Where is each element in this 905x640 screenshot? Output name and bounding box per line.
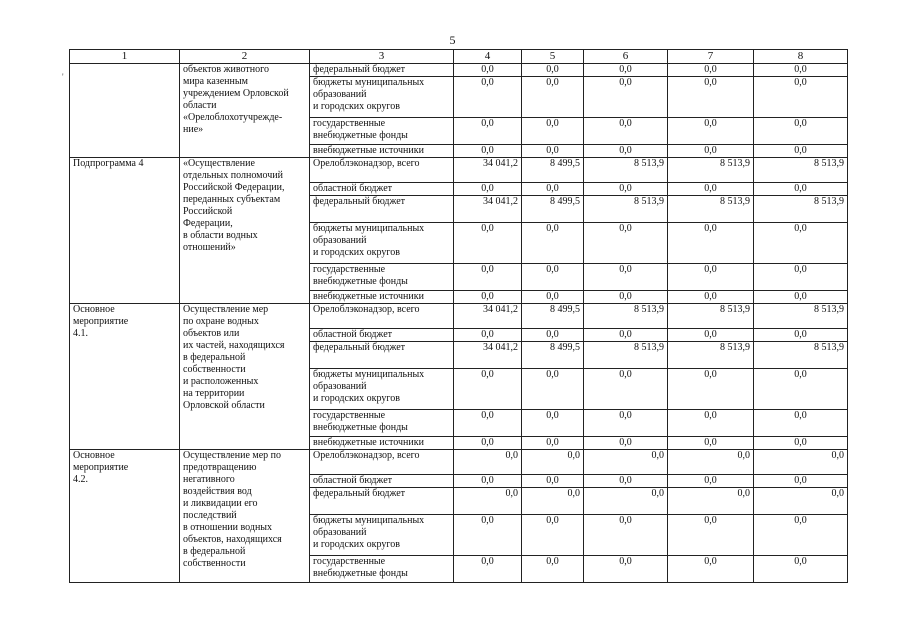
amount-cell: 0,0 — [584, 291, 668, 304]
amount-cell: 0,0 — [454, 475, 522, 488]
amount-cell: 8 513,9 — [754, 304, 848, 329]
amount-cell: 0,0 — [754, 183, 848, 196]
amount-cell: 0,0 — [454, 264, 522, 291]
amount-cell: 0,0 — [584, 515, 668, 556]
program-title-cell: «Осуществление отдельных полномочий Российской Федерации, переданных субъектам Российской Федерации, в области водных отношений» — [180, 158, 310, 304]
amount-cell: 0,0 — [584, 410, 668, 437]
amount-cell: 0,0 — [522, 183, 584, 196]
amount-cell: 0,0 — [584, 264, 668, 291]
program-title-cell: Осуществление мер по охране водных объектов или их частей, находящихся в федеральной собственности и расположенных на территории Орловской области — [180, 304, 310, 450]
program-name-cell: Основное мероприятие 4.2. — [70, 450, 180, 583]
amount-cell: 0,0 — [454, 64, 522, 77]
funding-source-cell: областной бюджет — [310, 329, 454, 342]
funding-source-cell: государственные внебюджетные фонды — [310, 410, 454, 437]
amount-cell: 0,0 — [522, 437, 584, 450]
amount-cell: 0,0 — [522, 118, 584, 145]
amount-cell: 0,0 — [454, 183, 522, 196]
amount-cell: 0,0 — [454, 77, 522, 118]
amount-cell: 0,0 — [584, 183, 668, 196]
amount-cell: 0,0 — [454, 291, 522, 304]
amount-cell: 8 513,9 — [754, 158, 848, 183]
amount-cell: 0,0 — [584, 488, 668, 515]
header-cell: 3 — [310, 50, 454, 64]
funding-source-cell: областной бюджет — [310, 183, 454, 196]
amount-cell: 0,0 — [668, 488, 754, 515]
table-row — [70, 64, 848, 77]
amount-cell: 0,0 — [584, 329, 668, 342]
amount-cell: 0,0 — [668, 475, 754, 488]
header-cell: 2 — [180, 50, 310, 64]
amount-cell: 0,0 — [754, 437, 848, 450]
amount-cell: 0,0 — [754, 410, 848, 437]
funding-source-cell: бюджеты муниципальных образований и городских округов — [310, 77, 454, 118]
amount-cell: 8 513,9 — [754, 196, 848, 223]
amount-cell: 0,0 — [584, 77, 668, 118]
amount-cell: 0,0 — [754, 369, 848, 410]
page-number: 5 — [449, 33, 456, 47]
amount-cell: 0,0 — [522, 264, 584, 291]
funding-source-cell: внебюджетные источники — [310, 291, 454, 304]
amount-cell: 0,0 — [454, 118, 522, 145]
amount-cell: 8 513,9 — [668, 304, 754, 329]
amount-cell: 0,0 — [454, 437, 522, 450]
amount-cell: 0,0 — [584, 145, 668, 158]
amount-cell: 8 513,9 — [668, 158, 754, 183]
amount-cell: 0,0 — [584, 450, 668, 475]
amount-cell: 0,0 — [454, 329, 522, 342]
amount-cell: 0,0 — [668, 437, 754, 450]
amount-cell: 0,0 — [584, 437, 668, 450]
header-cell: 8 — [754, 50, 848, 64]
amount-cell: 0,0 — [754, 77, 848, 118]
funding-source-cell: государственные внебюджетные фонды — [310, 118, 454, 145]
amount-cell: 0,0 — [754, 450, 848, 475]
amount-cell: 0,0 — [584, 64, 668, 77]
amount-cell: 0,0 — [668, 77, 754, 118]
amount-cell: 0,0 — [668, 145, 754, 158]
amount-cell: 0,0 — [522, 329, 584, 342]
amount-cell: 0,0 — [668, 450, 754, 475]
amount-cell: 8 513,9 — [584, 304, 668, 329]
amount-cell: 0,0 — [522, 145, 584, 158]
funding-source-cell: бюджеты муниципальных образований и городских округов — [310, 515, 454, 556]
amount-cell: 8 513,9 — [668, 342, 754, 369]
amount-cell: 8 513,9 — [668, 196, 754, 223]
amount-cell: 0,0 — [522, 369, 584, 410]
amount-cell: 0,0 — [522, 475, 584, 488]
funding-source-cell: внебюджетные источники — [310, 145, 454, 158]
amount-cell: 8 513,9 — [584, 342, 668, 369]
funding-source-cell: государственные внебюджетные фонды — [310, 556, 454, 583]
funding-source-cell: внебюджетные источники — [310, 437, 454, 450]
amount-cell: 0,0 — [522, 410, 584, 437]
amount-cell: 0,0 — [668, 264, 754, 291]
amount-cell: 34 041,2 — [454, 342, 522, 369]
funding-source-cell: федеральный бюджет — [310, 488, 454, 515]
funding-source-cell: федеральный бюджет — [310, 342, 454, 369]
amount-cell: 0,0 — [584, 369, 668, 410]
amount-cell: 0,0 — [754, 118, 848, 145]
funding-source-cell: бюджеты муниципальных образований и городских округов — [310, 369, 454, 410]
program-name-cell: Основное мероприятие 4.1. — [70, 304, 180, 450]
amount-cell: 0,0 — [754, 556, 848, 583]
program-title-cell: Осуществление мер по предотвращению негативного воздействия вод и ликвидации его последствий в отношении водных объектов, находящихся в федеральной собственности — [180, 450, 310, 583]
program-title-cell: объектов животного мира казенным учреждением Орловской области «Орелоблохотучрежде- ние» — [180, 64, 310, 158]
amount-cell: 0,0 — [522, 64, 584, 77]
budget-table — [69, 49, 848, 583]
amount-cell: 0,0 — [584, 118, 668, 145]
amount-cell: 0,0 — [668, 183, 754, 196]
amount-cell: 0,0 — [584, 223, 668, 264]
table-row — [70, 450, 848, 475]
amount-cell: 0,0 — [454, 410, 522, 437]
table-row — [70, 304, 848, 329]
header-cell: 5 — [522, 50, 584, 64]
amount-cell: 0,0 — [454, 450, 522, 475]
amount-cell: 0,0 — [454, 488, 522, 515]
amount-cell: 34 041,2 — [454, 196, 522, 223]
amount-cell: 8 499,5 — [522, 304, 584, 329]
funding-source-cell: федеральный бюджет — [310, 64, 454, 77]
funding-source-cell: федеральный бюджет — [310, 196, 454, 223]
amount-cell: 0,0 — [522, 450, 584, 475]
amount-cell: 8 499,5 — [522, 158, 584, 183]
amount-cell: 0,0 — [668, 291, 754, 304]
amount-cell: 0,0 — [584, 556, 668, 583]
amount-cell: 0,0 — [454, 515, 522, 556]
header-cell: 6 — [584, 50, 668, 64]
amount-cell: 0,0 — [668, 515, 754, 556]
funding-source-cell: областной бюджет — [310, 475, 454, 488]
amount-cell: 0,0 — [754, 223, 848, 264]
amount-cell: 0,0 — [754, 329, 848, 342]
header-row — [70, 50, 848, 64]
amount-cell: 0,0 — [754, 64, 848, 77]
amount-cell: 8 513,9 — [584, 158, 668, 183]
funding-source-cell: Орелоблэконадзор, всего — [310, 304, 454, 329]
amount-cell: 0,0 — [522, 515, 584, 556]
amount-cell: 8 513,9 — [754, 342, 848, 369]
amount-cell: 34 041,2 — [454, 158, 522, 183]
amount-cell: 0,0 — [668, 369, 754, 410]
amount-cell: 0,0 — [454, 145, 522, 158]
funding-source-cell: Орелоблэконадзор, всего — [310, 450, 454, 475]
amount-cell: 0,0 — [454, 369, 522, 410]
scan-mark: ' — [62, 72, 64, 82]
amount-cell: 0,0 — [754, 291, 848, 304]
amount-cell: 0,0 — [522, 77, 584, 118]
program-name-cell: Подпрограмма 4 — [70, 158, 180, 304]
amount-cell: 0,0 — [668, 223, 754, 264]
amount-cell: 0,0 — [754, 515, 848, 556]
amount-cell: 0,0 — [522, 488, 584, 515]
amount-cell: 0,0 — [522, 223, 584, 264]
amount-cell: 0,0 — [668, 118, 754, 145]
amount-cell: 0,0 — [668, 64, 754, 77]
amount-cell: 8 513,9 — [584, 196, 668, 223]
table-body — [70, 64, 848, 583]
amount-cell: 0,0 — [754, 475, 848, 488]
program-name-cell — [70, 64, 180, 158]
amount-cell: 0,0 — [668, 329, 754, 342]
amount-cell: 8 499,5 — [522, 342, 584, 369]
amount-cell: 0,0 — [522, 556, 584, 583]
header-cell: 7 — [668, 50, 754, 64]
amount-cell: 8 499,5 — [522, 196, 584, 223]
amount-cell: 0,0 — [454, 223, 522, 264]
amount-cell: 0,0 — [584, 475, 668, 488]
funding-source-cell: Орелоблэконадзор, всего — [310, 158, 454, 183]
funding-source-cell: государственные внебюджетные фонды — [310, 264, 454, 291]
amount-cell: 0,0 — [668, 410, 754, 437]
amount-cell: 0,0 — [668, 556, 754, 583]
header-cell: 4 — [454, 50, 522, 64]
amount-cell: 0,0 — [754, 145, 848, 158]
amount-cell: 0,0 — [454, 556, 522, 583]
funding-source-cell: бюджеты муниципальных образований и городских округов — [310, 223, 454, 264]
amount-cell: 0,0 — [754, 488, 848, 515]
amount-cell: 34 041,2 — [454, 304, 522, 329]
amount-cell: 0,0 — [522, 291, 584, 304]
header-cell: 1 — [70, 50, 180, 64]
table-row — [70, 158, 848, 183]
amount-cell: 0,0 — [754, 264, 848, 291]
